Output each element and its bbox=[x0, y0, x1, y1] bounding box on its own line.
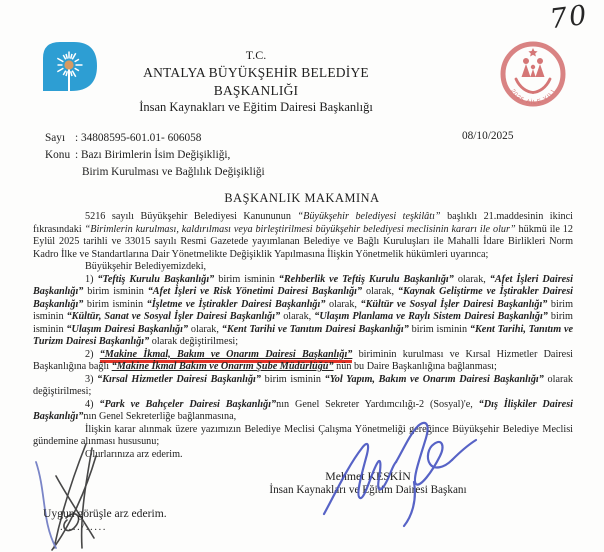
signatory-name: Mehmet KESKİN bbox=[325, 469, 411, 483]
unit-name: “Kent Tarihi, Tanıtım ve Turizm Dairesi Başkanlığı” bbox=[33, 323, 573, 347]
unit-name: “Ulaşım Planlama ve Raylı Sistem Dairesi Başkanlığı” bbox=[314, 311, 548, 322]
family-year-logo-label: 2025 AİLE YILI bbox=[509, 88, 557, 107]
text-run: birim isminin bbox=[33, 298, 573, 322]
unit-name: “Rehberlik ve Teftiş Kurulu Başkanlığı” bbox=[278, 273, 454, 285]
unit-name: “Kırsal Hizmetler Dairesi Başkanlığı” bbox=[97, 373, 261, 385]
document-meta bbox=[45, 130, 265, 181]
text-run: birim isminin bbox=[83, 286, 148, 297]
item-number: 1) bbox=[85, 273, 98, 285]
item-number: 4) bbox=[85, 398, 100, 410]
text-run: olarak, bbox=[280, 311, 315, 322]
letterhead bbox=[100, 48, 412, 116]
quoted-law-provision: “Birimlerin kurulması, kaldırılması veya birleştirilmesi büyükşehir belediyesi meclisinin kararı ile olur” bbox=[84, 223, 516, 235]
unit-name: “İşletme ve İştirakler Dairesi Başkanlığı” bbox=[146, 298, 326, 310]
unit-name: “Kültür, Sanat ve Sosyal İşler Dairesi Başkanlığı” bbox=[66, 311, 281, 322]
unit-name: “Afet İşleri Dairesi Başkanlığı” bbox=[33, 273, 573, 297]
signatory-title: İnsan Kaynakları ve Eğitim Dairesi Başkanı bbox=[269, 484, 467, 496]
item-number: 3) bbox=[85, 373, 98, 385]
konu-value-line2: Birim Kurulması ve Bağlılık Değişikliği bbox=[82, 166, 265, 178]
handwritten-page-number: 70 bbox=[547, 0, 590, 36]
text-run: olarak, bbox=[362, 286, 398, 297]
family-year-logo-icon bbox=[495, 38, 571, 114]
body-paragraph-intro: Büyükşehir Belediyemizdeki, bbox=[85, 261, 207, 272]
unit-name: “Kültür ve Sosyal İşler Dairesi Başkanlığı” bbox=[360, 298, 548, 310]
text-run: nın Genel Sekreter Yardımcılığı-2 (Sosyal)'e, bbox=[276, 398, 479, 410]
text-run: olarak, bbox=[188, 323, 222, 335]
underlined-unit-name: “Makine İkmal Bakım ve Onarım Şube Müdürlüğü” bbox=[111, 361, 334, 372]
text-run: hükmü ile 12 Eylül 2025 tarihli ve 33015 sayılı Resmi Gazetede yayımlanan Belediye ve Bağlı Kuruluşları ile Mahalli İdare Birlikleri Norm Kadro İlke ve Standartlarına Dair Yönetmelikte Değişiklik Yapılmasına İlişkin Yönetmelik hükümleri uyarınca; bbox=[33, 223, 573, 260]
highlighted-unit-name: “Makine İkmal, Bakım ve Onarım Dairesi Başkanlığı” bbox=[100, 349, 353, 363]
dotted-signature-line: ...../..... bbox=[60, 521, 108, 533]
unit-name: “Ulaşım Dairesi Başkanlığı” bbox=[66, 323, 189, 335]
text-run: nın Genel Sekreterliğe bağlanmasına, bbox=[83, 411, 237, 422]
quoted-law-title: “Büyükşehir belediyesi teşkilâtı” bbox=[297, 211, 441, 222]
antalya-municipality-logo-icon bbox=[38, 38, 102, 100]
signature-block bbox=[245, 469, 491, 496]
document-date: 08/10/2025 bbox=[462, 130, 514, 142]
sayi-label: Sayı bbox=[45, 132, 66, 144]
item-number: 2) bbox=[85, 348, 100, 360]
letter-body bbox=[33, 211, 573, 461]
unit-name: “Park ve Bahçeler Dairesi Başkanlığı” bbox=[99, 398, 277, 410]
body-paragraph-request: İlişkin karar alınmak üzere yazımızın Belediye Meclisi Çalışma Yönetmeliği gereğince Büyükşehir Belediye Meclisi gündemine alınması hususunu; bbox=[33, 423, 573, 447]
body-paragraph-legal-basis bbox=[33, 211, 573, 261]
header-tc: T.C. bbox=[245, 48, 267, 62]
text-run: başlıklı 21.maddesinin ikinci fıkrasındaki bbox=[33, 211, 573, 235]
konu-label: Konu bbox=[45, 149, 71, 161]
unit-name: “Kent Tarihi ve Tanıtım Dairesi Başkanlığı” bbox=[221, 323, 409, 335]
unit-name: “Kaynak Geliştirme ve İştirakler Dairesi Başkanlığı” bbox=[33, 286, 573, 310]
body-item-2 bbox=[33, 349, 573, 374]
text-run: olarak değiştirilmesi; bbox=[149, 336, 239, 347]
text-run: olarak, bbox=[453, 273, 490, 285]
unit-name: “Dış İlişkiler Dairesi Başkanlığı” bbox=[33, 398, 573, 422]
text-run: 5216 sayılı Büyükşehir Belediyesi Kanununun bbox=[85, 211, 298, 222]
body-item-1 bbox=[33, 274, 573, 349]
header-department: İnsan Kaynakları ve Eğitim Dairesi Başkanlığı bbox=[139, 100, 373, 115]
approval-note: Uygun görüşle arz ederim. bbox=[43, 507, 167, 520]
text-run: birim isminin bbox=[83, 298, 147, 310]
body-item-4 bbox=[33, 399, 573, 424]
text-run: birim isminin bbox=[260, 373, 325, 385]
header-organization: ANTALYA BÜYÜKŞEHİR BELEDİYE BAŞKANLIĞI bbox=[143, 64, 369, 98]
text-run: birim isminin bbox=[214, 273, 279, 285]
text-run: olarak değiştirilmesi; bbox=[33, 373, 573, 397]
sayi-value: : 34808595-601.01- 606058 bbox=[75, 132, 202, 144]
body-paragraph-closing: Olurlarınıza arz ederim. bbox=[85, 448, 183, 460]
addressee-heading: BAŞKANLIK MAKAMINA bbox=[224, 191, 380, 205]
text-run: olarak, bbox=[325, 298, 361, 310]
text-run: birim isminin bbox=[408, 323, 470, 335]
unit-name: “Teftiş Kurulu Başkanlığı” bbox=[97, 273, 215, 285]
unit-name: “Yol Yapım, Bakım ve Onarım Dairesi Başkanlığı” bbox=[324, 373, 544, 385]
konu-value-line1: : Bazı Birimlerin İsim Değişikliği, bbox=[75, 149, 231, 161]
text-run: nün bu Daire Başkanlığına bağlanması; bbox=[333, 361, 497, 372]
body-item-3 bbox=[33, 374, 573, 399]
text-run: biriminin kurulması ve Kırsal Hizmetler Dairesi Başkanlığına bağlı bbox=[33, 348, 573, 372]
text-run: birim isminin bbox=[33, 311, 573, 335]
unit-name: “Afet İşleri ve Risk Yönetimi Dairesi Başkanlığı” bbox=[147, 286, 363, 297]
